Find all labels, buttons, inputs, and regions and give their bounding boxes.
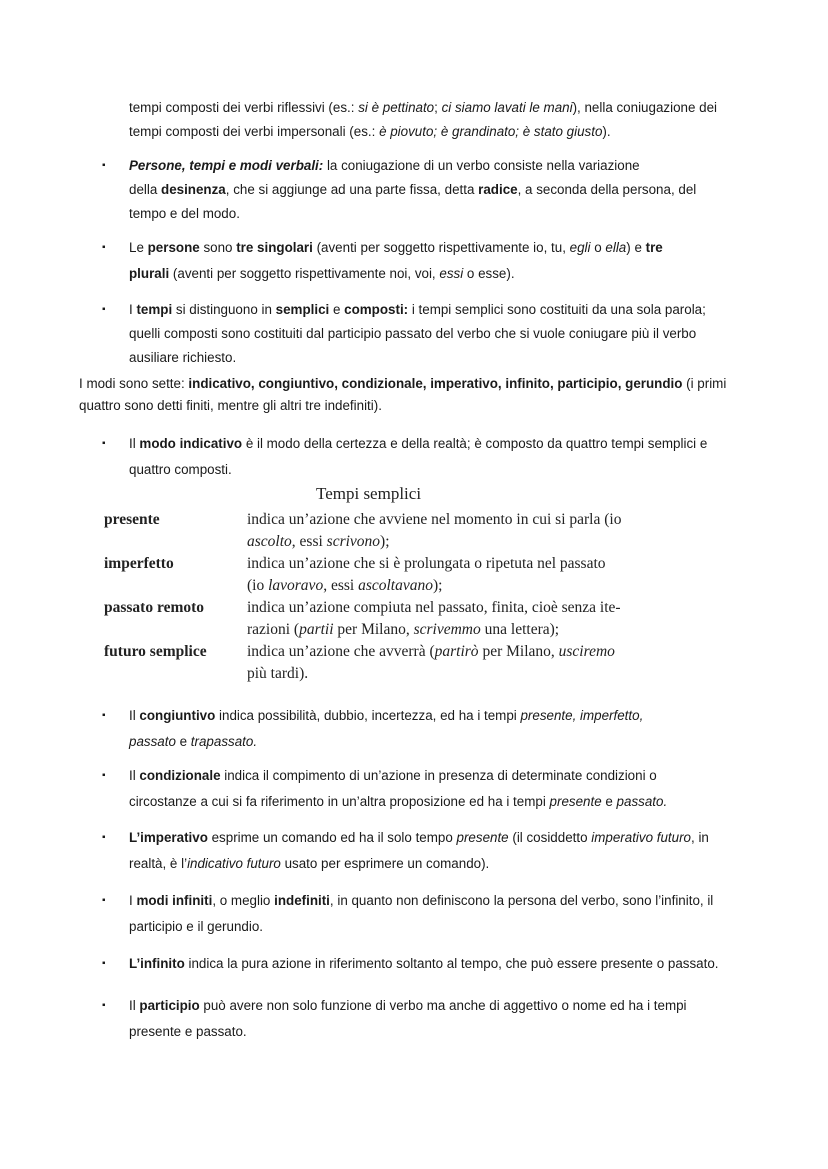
bullet-congiuntivo: Il congiuntivo indica possibilità, dubbio, incertezza, ed ha i tempi presente, imperfetto, passato e trapassato. <box>129 708 644 749</box>
bullet-marker: ▪ <box>102 438 106 449</box>
table-description: indica un’azione che avviene nel momento in cui si parla (io ascolto, essi scrivono); <box>247 511 622 550</box>
bullet-condizionale: Il condizionale indica il compimento di un’azione in presenza di determinate condizioni o circostanze a cui si fa riferimento in un’altra proposizione ed ha i tempi presente e passato. <box>129 768 668 809</box>
bullet-marker: ▪ <box>102 304 106 315</box>
table-description: indica un’azione che si è prolungata o ripetuta nel passato (io lavoravo, essi ascoltavano); <box>247 555 606 594</box>
bullet-modi-infiniti: I modi infiniti, o meglio indefiniti, in quanto non definiscono la persona del verbo, sono l’infinito, il participio e il gerundio. <box>129 893 714 934</box>
bullet-marker: ▪ <box>102 895 106 906</box>
bullet-persone-tempi-modi: Persone, tempi e modi verbali: la coniugazione di un verbo consiste nella variazione della desinenza, che si aggiunge ad una parte fissa, detta radice, a seconda della persona, del tempo e del modo. <box>129 158 697 221</box>
bullet-marker: ▪ <box>102 710 106 721</box>
bullet-persone: Le persone sono tre singolari (aventi per soggetto rispettivamente io, tu, egli o ella) e tre plurali (aventi per soggetto rispettivamente noi, voi, essi o esse). <box>129 240 663 281</box>
table-term: futuro semplice <box>104 643 207 660</box>
table-term: presente <box>104 511 160 528</box>
bullet-marker: ▪ <box>102 832 106 843</box>
table-term: imperfetto <box>104 555 174 572</box>
bullet-infinito: L’infinito indica la pura azione in riferimento soltanto al tempo, che può essere presente o passato. <box>129 956 719 971</box>
bullet-modo-indicativo: Il modo indicativo è il modo della certezza e della realtà; è composto da quattro tempi semplici e quattro composti. <box>129 436 708 477</box>
bullet-marker: ▪ <box>102 770 106 781</box>
paragraph-modi: I modi sono sette: indicativo, congiuntivo, condizionale, imperativo, infinito, participio, gerundio (i primi quattro sono detti finiti, mentre gli altri tre indefiniti). <box>79 376 727 413</box>
bullet-tempi: I tempi si distinguono in semplici e composti: i tempi semplici sono costituiti da una sola parola; quelli composti sono costituiti dal participio passato del verbo che si vuole coniugare più il verbo ausiliare richiesto. <box>129 302 706 365</box>
bullet-participio: Il participio può avere non solo funzione di verbo ma anche di aggettivo o nome ed ha i tempi presente e passato. <box>129 998 687 1039</box>
table-description: indica un’azione che avverrà (partirò per Milano, usciremo più tardi). <box>247 643 615 682</box>
paragraph-continuation: tempi composti dei verbi riflessivi (es.: si è pettinato; ci siamo lavati le mani), nella coniugazione dei tempi composti dei verbi impersonali (es.: è piovuto; è grandinato; è stato giusto). <box>129 100 717 139</box>
table-description: indica un’azione compiuta nel passato, finita, cioè senza ite- razioni (partii per Milano, scrivemmo una lettera); <box>247 599 621 638</box>
bullet-marker: ▪ <box>102 160 106 171</box>
bullet-imperativo: L’imperativo esprime un comando ed ha il solo tempo presente (il cosiddetto imperativo futuro, in realtà, è l’indicativo futuro usato per esprimere un comando). <box>129 830 709 871</box>
bullet-marker: ▪ <box>102 958 106 969</box>
bullet-marker: ▪ <box>102 242 106 253</box>
bullet-marker: ▪ <box>102 1000 106 1011</box>
table-heading: Tempi semplici <box>316 484 422 503</box>
table-term: passato remoto <box>104 599 205 616</box>
